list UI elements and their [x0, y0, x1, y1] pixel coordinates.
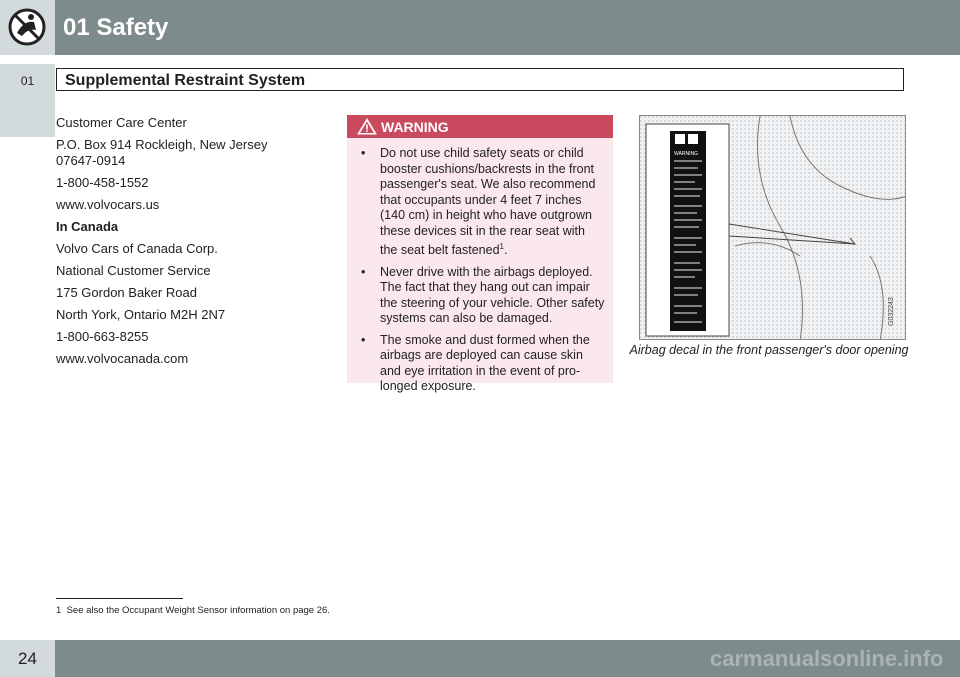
page-number: 24 [0, 640, 55, 677]
ca-web: www.volvocanada.com [56, 351, 189, 366]
airbag-decal-illustration [639, 115, 906, 340]
footnote-ref: 1 [499, 242, 504, 251]
footnote-number: 1 [56, 605, 62, 616]
contact-column [56, 115, 326, 373]
page-header [0, 0, 960, 55]
chapter-tab: 01 [0, 64, 55, 137]
canada-heading: In Canada [56, 219, 119, 234]
ca-phone: 1-800-663-8255 [56, 329, 149, 344]
warning-header [347, 115, 613, 138]
warning-item-1 [359, 146, 605, 259]
bullet: • [361, 146, 366, 160]
us-phone: 1-800-458-1552 [56, 175, 149, 190]
bullet: • [361, 264, 366, 279]
figure-code: G032243 [888, 297, 895, 326]
ca-street: 175 Gordon Baker Road [56, 285, 197, 300]
decal-heading: WARNING [674, 151, 698, 157]
us-address: P.O. Box 914 Rockleigh, New Jersey 07647-0914 [56, 137, 268, 168]
chapter-logo [0, 0, 55, 55]
warning-item-1-end: . [503, 243, 508, 258]
ca-city: North York, Ontario M2H 2N7 [56, 307, 226, 322]
ca-company: Volvo Cars of Canada Corp. [56, 241, 218, 256]
warning-item-1-text: Do not use child safety seats or child booster cushions/backrests in the front passenger's seat. We also recommend that occupants under 4 feet 7 inches (140 cm) in height who have outgrown these devices sit in the rear seat with the seat belt fastened [380, 146, 596, 258]
warning-box [347, 115, 613, 394]
warning-item-2 [359, 265, 605, 327]
bullet: • [361, 332, 366, 347]
warning-item-2-text: Never drive with the airbags deployed. The fact that they hang out can impair the steering of your vehicle. Other safety systems can also be damaged. [380, 264, 605, 326]
airbag-warning-icon [0, 0, 55, 55]
warning-item-3-text: The smoke and dust formed when the airbags are deployed can cause skin and eye irritation in the event of pro-longed exposure. [380, 332, 590, 394]
us-web: www.volvocars.us [56, 197, 160, 212]
door-opening-drawing [640, 116, 906, 340]
warning-item-3 [359, 333, 605, 395]
warning-list [347, 138, 613, 395]
warning-triangle-icon [357, 118, 377, 135]
page-footer [0, 640, 960, 677]
us-center: Customer Care Center [56, 115, 187, 130]
warning-title: WARNING [381, 119, 449, 135]
footnote-text: See also the Occupant Weight Sensor information on page 26. [66, 605, 330, 616]
chapter-title: 01 Safety [63, 14, 169, 41]
figure-caption: Airbag decal in the front passenger's door opening [629, 343, 909, 357]
ca-service: National Customer Service [56, 263, 211, 278]
section-title: Supplemental Restraint System [56, 68, 904, 91]
footnote-divider [56, 598, 183, 599]
footnote [56, 605, 330, 616]
watermark: carmanualsonline.info [710, 646, 944, 671]
